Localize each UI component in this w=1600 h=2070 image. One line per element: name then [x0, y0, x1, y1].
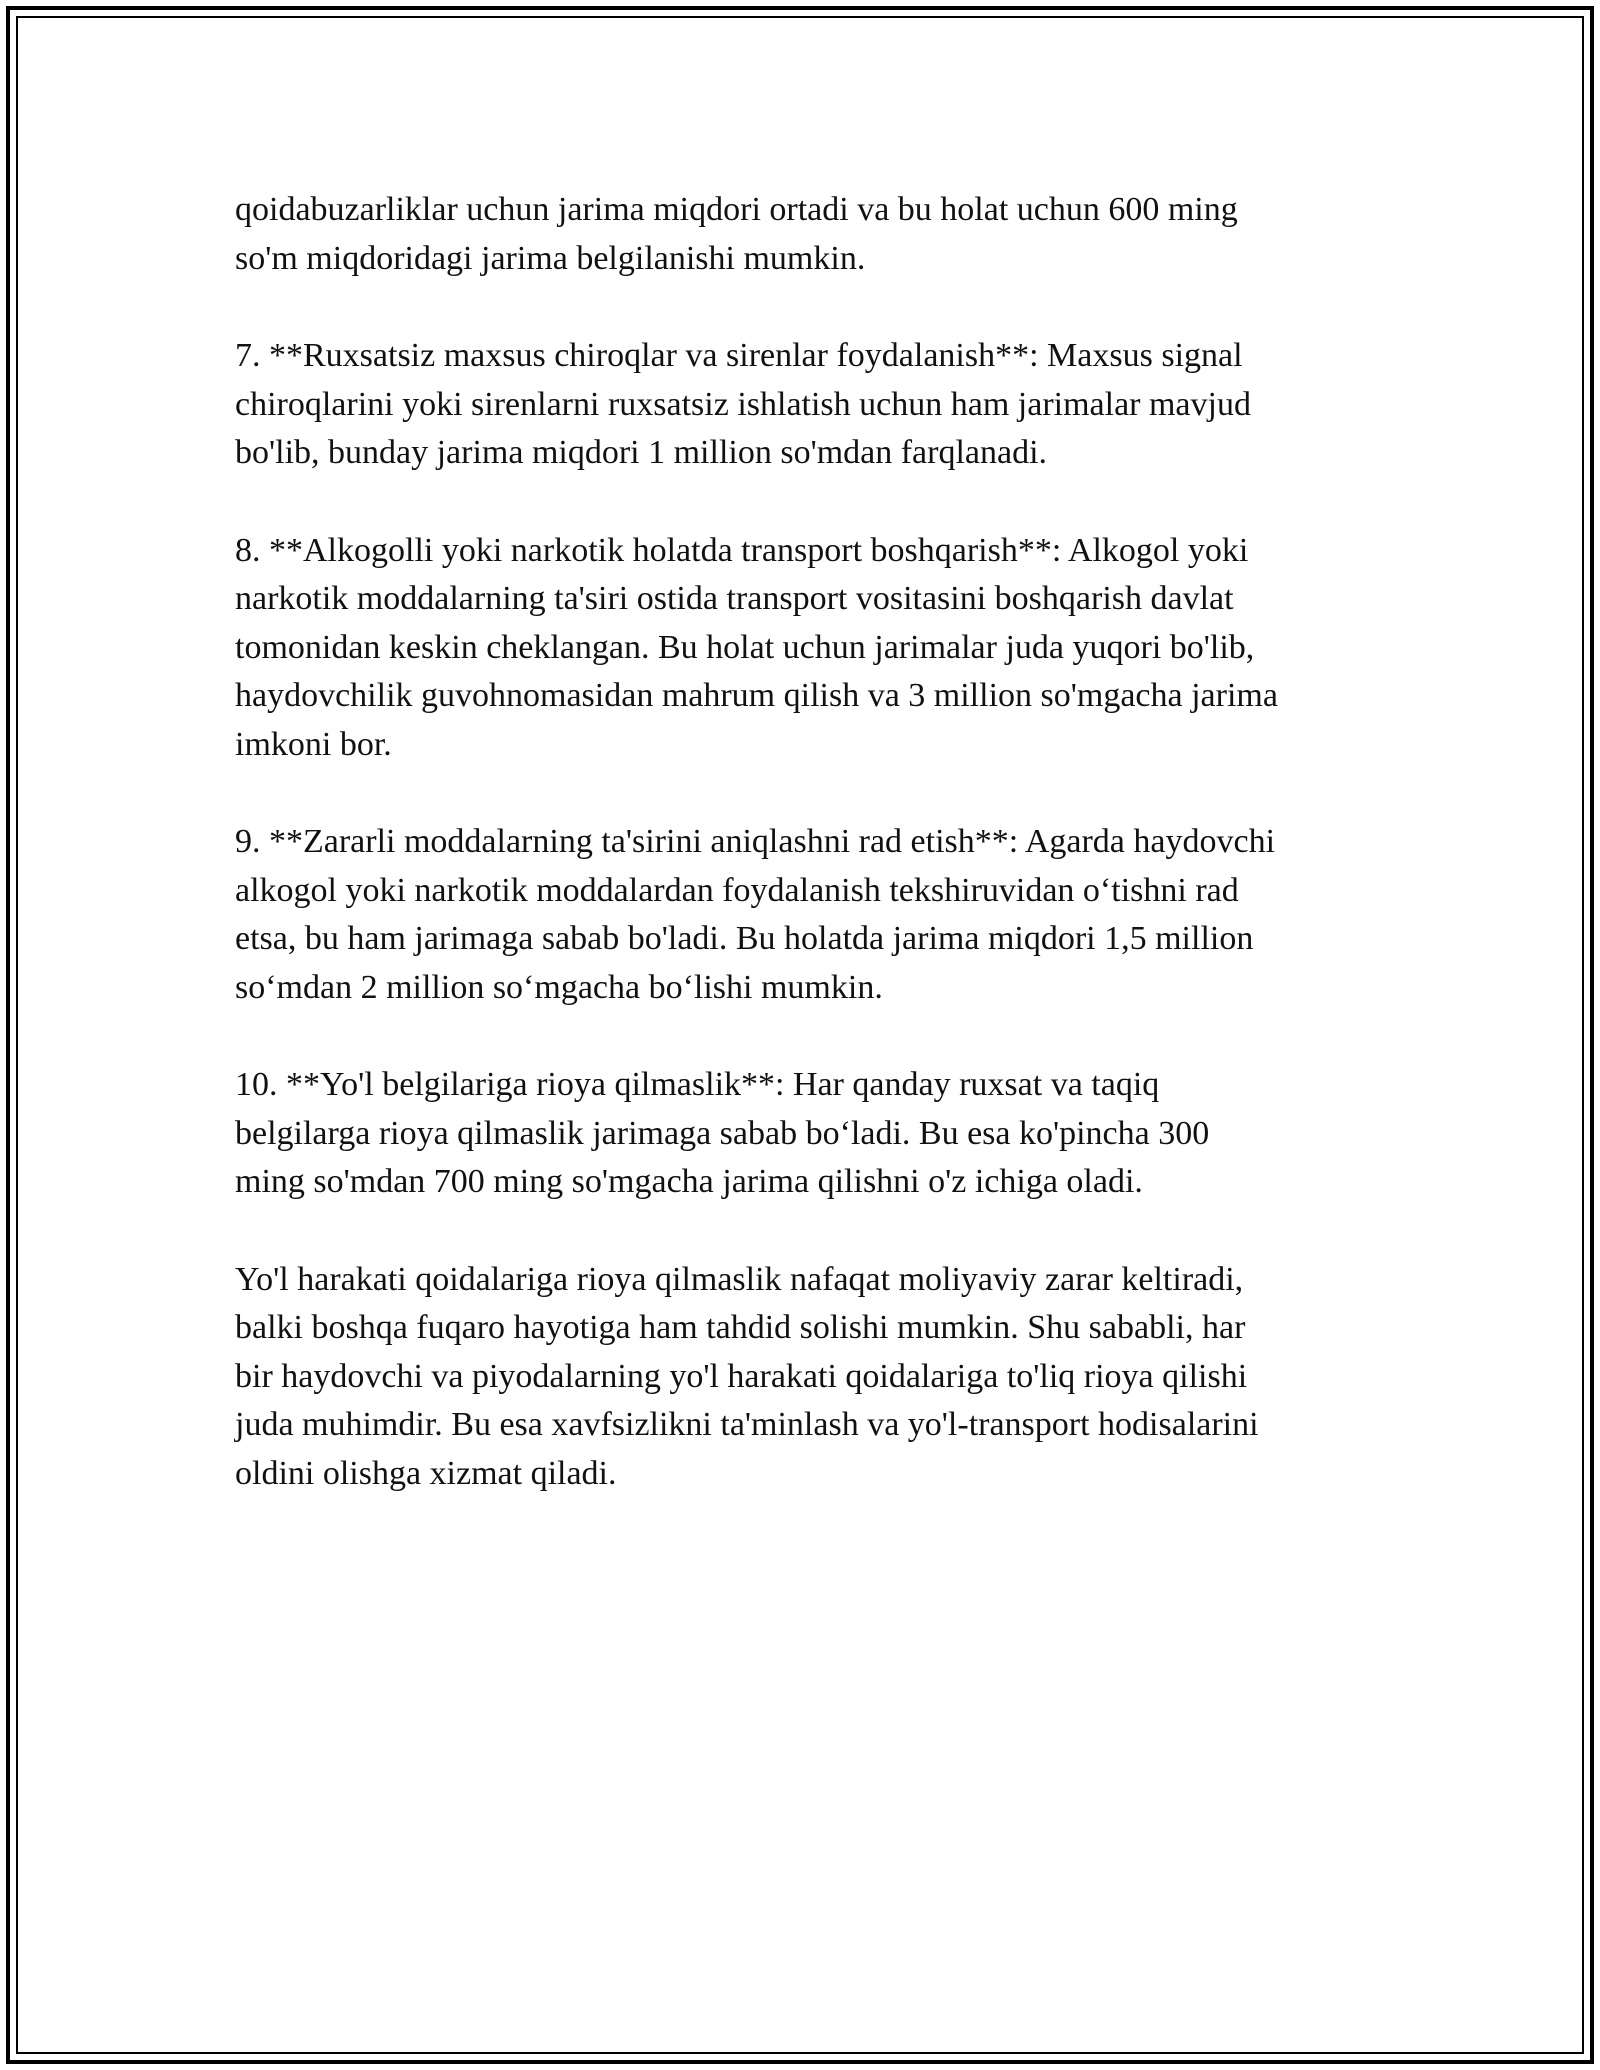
paragraph-item-9 [235, 818, 1375, 1012]
text-line: imkoni bor. [235, 725, 392, 763]
text-line: tomonidan keskin cheklangan. Bu holat uchun jarimalar juda yuqori bo'lib, [235, 628, 1255, 666]
paragraph-item-10 [235, 1061, 1375, 1207]
text-line: narkotik moddalarning ta'siri ostida transport vositasini boshqarish davlat [235, 580, 1234, 617]
text-line: haydovchilik guvohnomasidan mahrum qilish va 3 million so'mgacha jarima [235, 677, 1278, 714]
text-line: Yo'l harakati qoidalariga rioya qilmaslik nafaqat moliyaviy zarar keltiradi, [235, 1260, 1244, 1298]
text-line: so'm miqdoridagi jarima belgilanishi mumkin. [235, 239, 866, 277]
text-line: 10. **Yo'l belgilariga rioya qilmaslik**: Har qanday ruxsat va taqiq [235, 1066, 1160, 1103]
text-line: balki boshqa fuqaro hayotiga ham tahdid solishi mumkin. Shu sababli, har [235, 1309, 1246, 1346]
text-line: chiroqlarini yoki sirenlarni ruxsatsiz ishlatish uchun ham jarimalar mavjud [235, 385, 1251, 423]
text-line: ming so'mdan 700 ming so'mgacha jarima qilishni o'z ichiga oladi. [235, 1163, 1143, 1200]
text-line: 7. **Ruxsatsiz maxsus chiroqlar va sirenlar foydalanish**: Maxsus signal [235, 337, 1243, 374]
text-line: bo'lib, bunday jarima miqdori 1 million so'mdan farqlanadi. [235, 434, 1048, 471]
text-line: juda muhimdir. Bu esa xavfsizlikni ta'minlash va yo'l-transport hodisalarini [235, 1406, 1259, 1443]
text-line: 9. **Zararli moddalarning ta'sirini aniqlashni rad etish**: Agarda haydovchi [235, 823, 1276, 860]
text-line: alkogol yoki narkotik moddalardan foydalanish tekshiruvidan o‘tishni rad [235, 871, 1239, 909]
text-line: bir haydovchi va piyodalarning yo'l harakati qoidalariga to'liq rioya qilishi [235, 1357, 1248, 1395]
paragraph-item-7 [235, 332, 1375, 478]
text-line: so‘mdan 2 million so‘mgacha bo‘lishi mumkin. [235, 968, 883, 1006]
paragraph-item-8 [235, 527, 1375, 770]
document-body [235, 186, 1375, 1547]
text-line: belgilarga rioya qilmaslik jarimaga sabab bo‘ladi. Bu esa ko'pincha 300 [235, 1114, 1210, 1152]
text-line: qoidabuzarliklar uchun jarima miqdori ortadi va bu holat uchun 600 ming [235, 191, 1238, 228]
paragraph-continuation [235, 186, 1375, 283]
text-line: 8. **Alkogolli yoki narkotik holatda transport boshqarish**: Alkogol yoki [235, 531, 1249, 569]
paragraph-conclusion [235, 1256, 1375, 1499]
text-line: etsa, bu ham jarimaga sabab bo'ladi. Bu holatda jarima miqdori 1,5 million [235, 920, 1254, 957]
text-line: oldini olishga xizmat qiladi. [235, 1454, 617, 1492]
